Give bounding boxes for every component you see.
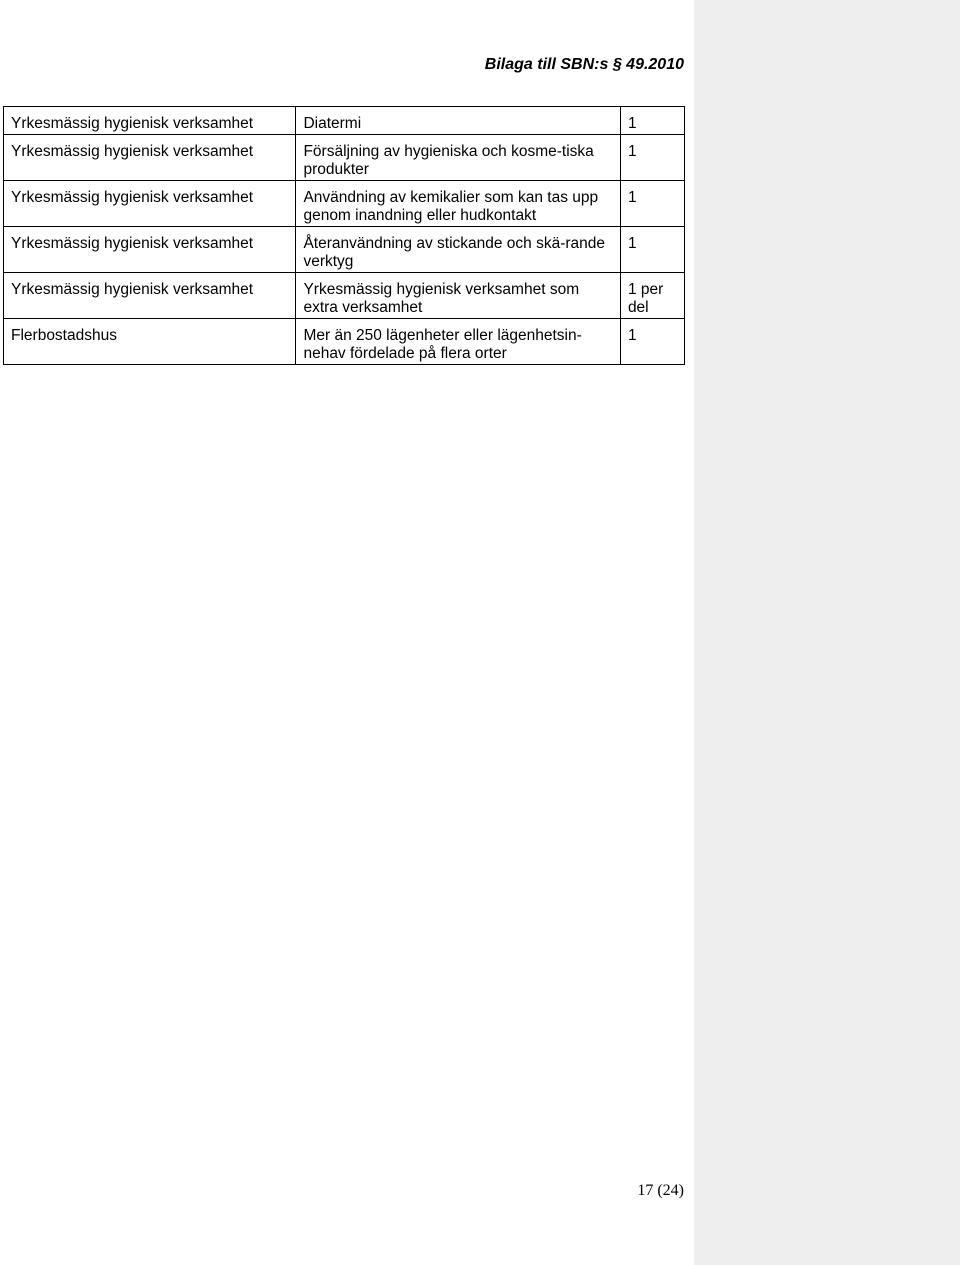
value-cell: 1 per del — [620, 273, 684, 319]
table-row — [4, 227, 685, 273]
table-row — [4, 135, 685, 181]
activity-cell: Försäljning av hygieniska och kosme-tiska produkter — [296, 135, 620, 181]
category-cell: Flerbostadshus — [4, 319, 296, 365]
value-cell: 1 — [620, 319, 684, 365]
value-cell: 1 — [620, 181, 684, 227]
activity-cell: Mer än 250 lägenheter eller lägenhetsin-nehav fördelade på flera orter — [296, 319, 620, 365]
table-row — [4, 273, 685, 319]
activity-cell: Diatermi — [296, 107, 620, 135]
category-cell: Yrkesmässig hygienisk verksamhet — [4, 181, 296, 227]
activity-cell: Användning av kemikalier som kan tas upp genom inandning eller hudkontakt — [296, 181, 620, 227]
fee-table — [3, 106, 685, 365]
activity-cell: Yrkesmässig hygienisk verksamhet som extra verksamhet — [296, 273, 620, 319]
page-number: 17 (24) — [637, 1182, 684, 1199]
category-cell: Yrkesmässig hygienisk verksamhet — [4, 273, 296, 319]
category-cell: Yrkesmässig hygienisk verksamhet — [4, 135, 296, 181]
category-cell: Yrkesmässig hygienisk verksamhet — [4, 227, 296, 273]
category-cell: Yrkesmässig hygienisk verksamhet — [4, 107, 296, 135]
comment-margin — [694, 0, 960, 1265]
activity-cell: Återanvändning av stickande och skä-rande verktyg — [296, 227, 620, 273]
table-row — [4, 319, 685, 365]
table-row — [4, 107, 685, 135]
page-header: Bilaga till SBN:s § 49.2010 — [484, 56, 684, 73]
value-cell: 1 — [620, 135, 684, 181]
value-cell: 1 — [620, 107, 684, 135]
table-row — [4, 181, 685, 227]
value-cell: 1 — [620, 227, 684, 273]
